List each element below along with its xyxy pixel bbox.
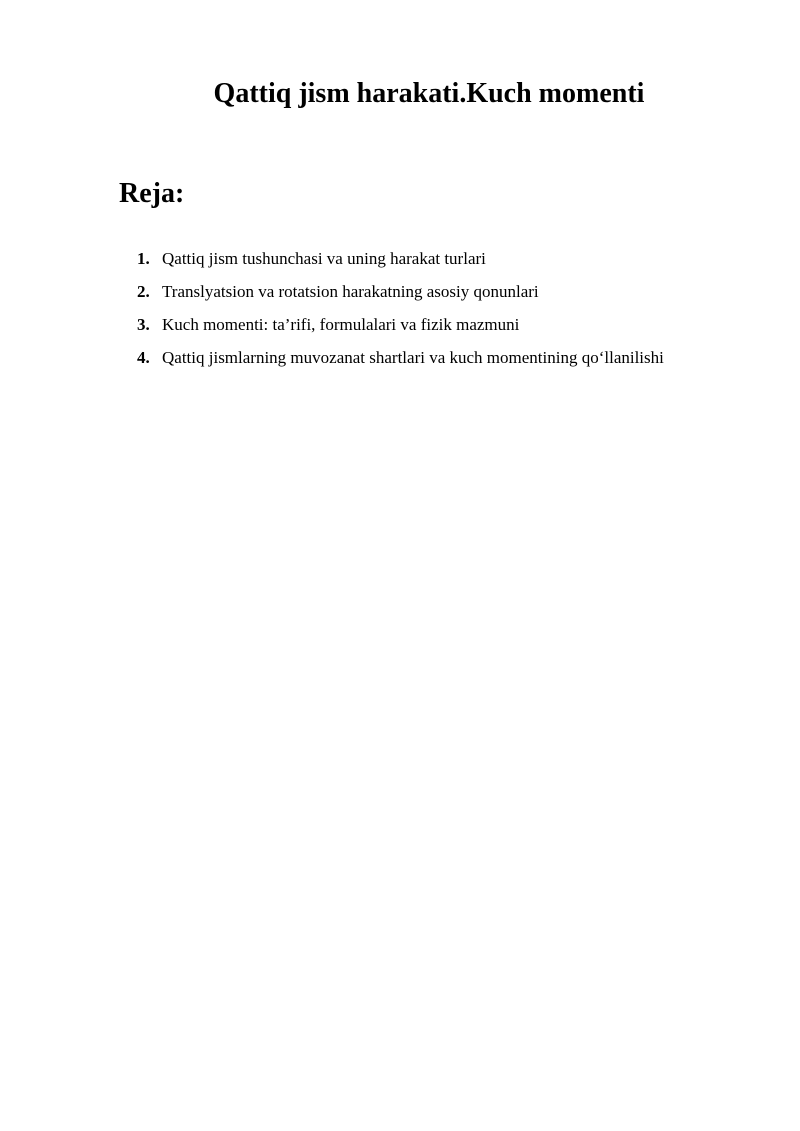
plan-item-number: 4. — [137, 348, 150, 367]
plan-item — [137, 280, 664, 313]
plan-item-text: Translyatsion va rotatsion harakatning asosiy qonunlari — [162, 282, 539, 301]
plan-item-text: Kuch momenti: ta’rifi, formulalari va fizik mazmuni — [162, 315, 520, 334]
plan-item — [137, 346, 664, 379]
plan-item-text: Qattiq jismlarning muvozanat shartlari va kuch momentining qo‘llanilishi — [162, 348, 664, 367]
document-title: Qattiq jism harakati.Kuch momenti — [213, 78, 645, 109]
plan-item-text: Qattiq jism tushunchasi va uning harakat turlari — [162, 249, 486, 268]
plan-item-number: 3. — [137, 315, 150, 334]
plan-item — [137, 313, 664, 346]
plan-list — [137, 247, 664, 379]
plan-item-number: 2. — [137, 282, 150, 301]
plan-item — [137, 247, 664, 280]
plan-item-number: 1. — [137, 249, 150, 268]
plan-heading: Reja: — [119, 178, 185, 209]
